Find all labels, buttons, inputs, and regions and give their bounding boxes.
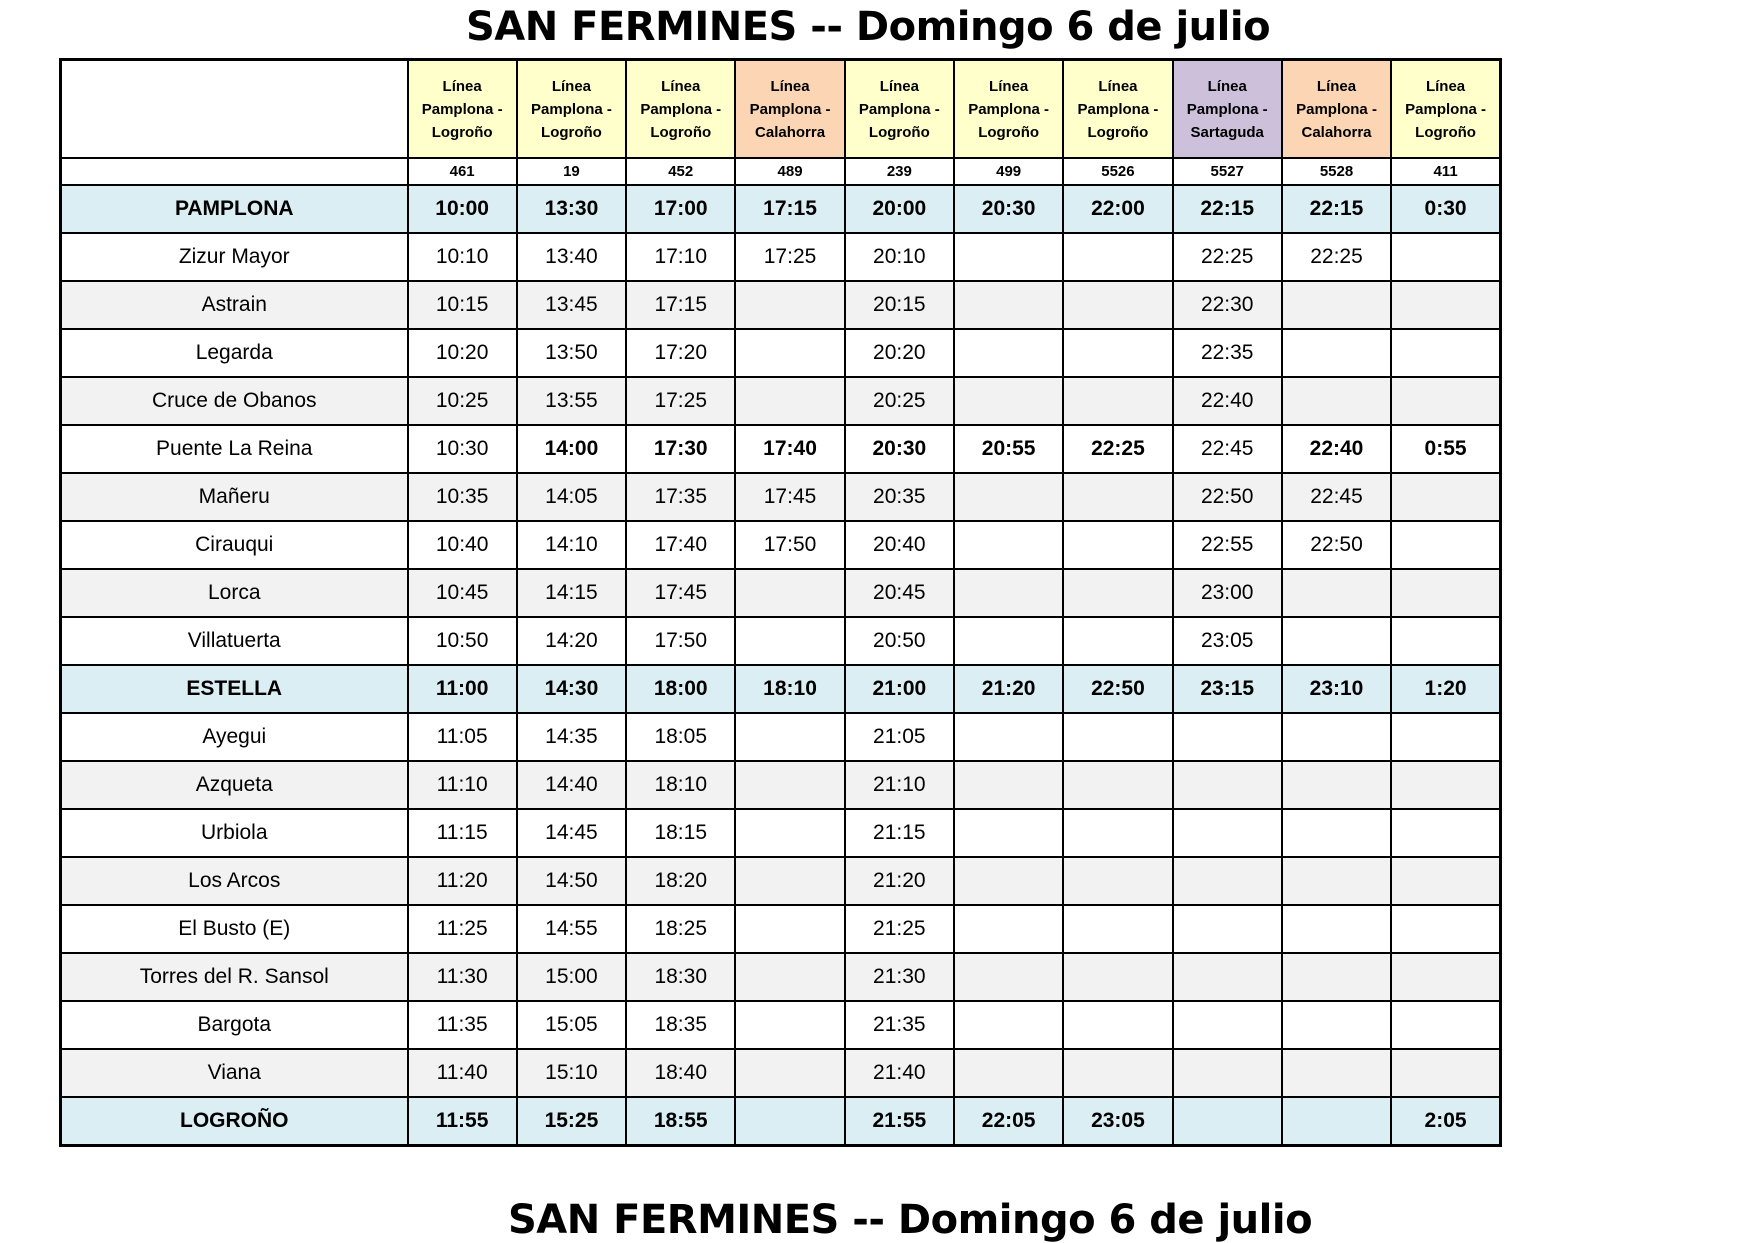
departure-time: 0:55 <box>1391 425 1500 473</box>
departure-time <box>1063 905 1172 953</box>
departure-time: 22:25 <box>1063 425 1172 473</box>
departure-time: 14:10 <box>517 521 626 569</box>
stop-name: Puente La Reina <box>61 425 408 473</box>
line-header <box>517 60 626 159</box>
departure-time: 18:35 <box>626 1001 735 1049</box>
departure-time <box>1391 617 1500 665</box>
departure-time <box>1282 1097 1391 1146</box>
line-header <box>1391 60 1500 159</box>
departure-time: 14:15 <box>517 569 626 617</box>
departure-time <box>735 1097 844 1146</box>
service-number: 489 <box>735 158 844 185</box>
departure-time: 18:15 <box>626 809 735 857</box>
departure-time: 21:40 <box>845 1049 954 1097</box>
departure-time: 10:00 <box>408 185 517 233</box>
table-row <box>61 377 1501 425</box>
departure-time <box>954 377 1063 425</box>
table-row <box>61 761 1501 809</box>
table-row <box>61 521 1501 569</box>
departure-time: 22:15 <box>1282 185 1391 233</box>
service-number-corner <box>61 158 408 185</box>
departure-time: 21:25 <box>845 905 954 953</box>
table-row <box>61 857 1501 905</box>
departure-time <box>1063 233 1172 281</box>
table-row <box>61 281 1501 329</box>
departure-time: 10:30 <box>408 425 517 473</box>
departure-time <box>1391 809 1500 857</box>
departure-time <box>1282 905 1391 953</box>
departure-time: 11:55 <box>408 1097 517 1146</box>
departure-time: 17:35 <box>626 473 735 521</box>
departure-time <box>1391 953 1500 1001</box>
table-row <box>61 905 1501 953</box>
departure-time: 10:40 <box>408 521 517 569</box>
departure-time <box>735 905 844 953</box>
departure-time: 17:45 <box>735 473 844 521</box>
departure-time <box>1282 329 1391 377</box>
line-name: Línea Pamplona - Logroño <box>531 77 612 141</box>
table-row <box>61 1049 1501 1097</box>
departure-time: 21:20 <box>954 665 1063 713</box>
departure-time: 14:05 <box>517 473 626 521</box>
stop-name: Torres del R. Sansol <box>61 953 408 1001</box>
table-row <box>61 809 1501 857</box>
departure-time <box>1282 809 1391 857</box>
departure-time: 11:30 <box>408 953 517 1001</box>
stop-name: LOGROÑO <box>61 1097 408 1146</box>
departure-time <box>1282 1049 1391 1097</box>
departure-time: 18:20 <box>626 857 735 905</box>
line-name: Línea Pamplona - Logroño <box>858 77 940 141</box>
departure-time: 10:45 <box>408 569 517 617</box>
departure-time: 13:45 <box>517 281 626 329</box>
departure-time <box>1391 713 1500 761</box>
departure-time: 10:50 <box>408 617 517 665</box>
departure-time: 22:50 <box>1282 521 1391 569</box>
departure-time <box>735 569 844 617</box>
departure-time: 17:50 <box>626 617 735 665</box>
stop-name: Cruce de Obanos <box>61 377 408 425</box>
departure-time <box>1173 1049 1282 1097</box>
departure-time: 13:30 <box>517 185 626 233</box>
departure-time <box>1282 713 1391 761</box>
footer-title: SAN FERMINES -- Domingo 6 de julio <box>507 1197 1313 1243</box>
departure-time: 22:35 <box>1173 329 1282 377</box>
service-number: 452 <box>626 158 735 185</box>
departure-time: 20:25 <box>845 377 954 425</box>
departure-time: 22:40 <box>1282 425 1391 473</box>
departure-time: 10:10 <box>408 233 517 281</box>
departure-time <box>735 857 844 905</box>
departure-time: 18:55 <box>626 1097 735 1146</box>
departure-time <box>1173 1001 1282 1049</box>
service-number: 19 <box>517 158 626 185</box>
departure-time: 11:10 <box>408 761 517 809</box>
departure-time: 20:30 <box>954 185 1063 233</box>
page-title: SAN FERMINES -- Domingo 6 de julio <box>465 4 1271 50</box>
departure-time <box>1173 953 1282 1001</box>
departure-time: 21:55 <box>845 1097 954 1146</box>
departure-time <box>1063 857 1172 905</box>
departure-time: 22:25 <box>1173 233 1282 281</box>
departure-time: 11:25 <box>408 905 517 953</box>
line-name: Línea Pamplona - Logroño <box>421 77 503 141</box>
departure-time: 15:10 <box>517 1049 626 1097</box>
departure-time: 17:45 <box>626 569 735 617</box>
departure-time: 17:25 <box>735 233 844 281</box>
departure-time: 20:00 <box>845 185 954 233</box>
stop-name: Los Arcos <box>61 857 408 905</box>
departure-time: 10:25 <box>408 377 517 425</box>
departure-time: 18:30 <box>626 953 735 1001</box>
departure-time <box>1391 377 1500 425</box>
stop-name: ESTELLA <box>61 665 408 713</box>
departure-time <box>1391 1049 1500 1097</box>
line-name: Línea Pamplona - Logroño <box>968 77 1050 141</box>
departure-time <box>735 617 844 665</box>
departure-time <box>735 761 844 809</box>
service-number: 5528 <box>1282 158 1391 185</box>
departure-time <box>1063 377 1172 425</box>
line-header <box>1282 60 1391 159</box>
departure-time: 22:45 <box>1173 425 1282 473</box>
departure-time: 13:50 <box>517 329 626 377</box>
departure-time: 17:15 <box>735 185 844 233</box>
departure-time: 21:05 <box>845 713 954 761</box>
departure-time <box>735 377 844 425</box>
stop-name: Urbiola <box>61 809 408 857</box>
departure-time <box>1173 713 1282 761</box>
departure-time: 14:30 <box>517 665 626 713</box>
header-corner <box>61 60 408 159</box>
table-row <box>61 665 1501 713</box>
line-header <box>408 60 517 159</box>
departure-time: 18:40 <box>626 1049 735 1097</box>
departure-time: 22:05 <box>954 1097 1063 1146</box>
departure-time: 17:30 <box>626 425 735 473</box>
departure-time: 11:40 <box>408 1049 517 1097</box>
departure-time: 1:20 <box>1391 665 1500 713</box>
departure-time: 17:00 <box>626 185 735 233</box>
departure-time <box>954 329 1063 377</box>
departure-time <box>1391 521 1500 569</box>
departure-time: 14:35 <box>517 713 626 761</box>
departure-time <box>1063 617 1172 665</box>
departure-time: 11:20 <box>408 857 517 905</box>
service-number: 461 <box>408 158 517 185</box>
table-row <box>61 617 1501 665</box>
departure-time: 20:45 <box>845 569 954 617</box>
departure-time <box>1282 857 1391 905</box>
line-name: Línea Pamplona - Calahorra <box>749 77 831 141</box>
departure-time <box>1282 761 1391 809</box>
departure-time: 10:20 <box>408 329 517 377</box>
table-row <box>61 953 1501 1001</box>
departure-time <box>1282 617 1391 665</box>
stop-name: Cirauqui <box>61 521 408 569</box>
departure-time <box>735 281 844 329</box>
departure-time <box>1063 953 1172 1001</box>
departure-time: 23:15 <box>1173 665 1282 713</box>
departure-time: 13:40 <box>517 233 626 281</box>
service-number: 5526 <box>1063 158 1172 185</box>
departure-time <box>1282 953 1391 1001</box>
departure-time: 15:00 <box>517 953 626 1001</box>
departure-time <box>735 809 844 857</box>
service-number: 239 <box>845 158 954 185</box>
departure-time <box>954 281 1063 329</box>
stop-name: Azqueta <box>61 761 408 809</box>
line-name: Línea Pamplona - Logroño <box>1405 77 1486 141</box>
service-number: 411 <box>1391 158 1500 185</box>
departure-time: 22:50 <box>1063 665 1172 713</box>
line-name: Línea Pamplona - Calahorra <box>1296 77 1377 141</box>
departure-time <box>954 905 1063 953</box>
stop-name: Viana <box>61 1049 408 1097</box>
departure-time: 15:05 <box>517 1001 626 1049</box>
departure-time: 13:55 <box>517 377 626 425</box>
departure-time <box>1063 809 1172 857</box>
timetable <box>59 58 1502 1147</box>
departure-time: 14:20 <box>517 617 626 665</box>
departure-time <box>1173 761 1282 809</box>
departure-time: 17:40 <box>626 521 735 569</box>
departure-time: 10:35 <box>408 473 517 521</box>
table-row <box>61 569 1501 617</box>
departure-time: 17:15 <box>626 281 735 329</box>
departure-time <box>1063 1001 1172 1049</box>
departure-time: 22:50 <box>1173 473 1282 521</box>
departure-time: 23:10 <box>1282 665 1391 713</box>
departure-time: 20:30 <box>845 425 954 473</box>
departure-time <box>1173 905 1282 953</box>
table-row <box>61 713 1501 761</box>
departure-time <box>735 953 844 1001</box>
departure-time: 14:00 <box>517 425 626 473</box>
line-header <box>626 60 735 159</box>
departure-time: 22:55 <box>1173 521 1282 569</box>
header-row <box>61 60 1501 159</box>
departure-time <box>1391 761 1500 809</box>
departure-time <box>954 521 1063 569</box>
line-header <box>954 60 1063 159</box>
departure-time: 17:40 <box>735 425 844 473</box>
departure-time: 21:35 <box>845 1001 954 1049</box>
departure-time <box>1282 569 1391 617</box>
departure-time: 20:10 <box>845 233 954 281</box>
departure-time: 23:05 <box>1173 617 1282 665</box>
stop-name: Mañeru <box>61 473 408 521</box>
departure-time: 2:05 <box>1391 1097 1500 1146</box>
departure-time: 23:00 <box>1173 569 1282 617</box>
departure-time: 22:15 <box>1173 185 1282 233</box>
stop-name: Astrain <box>61 281 408 329</box>
line-name: Línea Pamplona - Sartaguda <box>1186 77 1268 141</box>
departure-time <box>954 953 1063 1001</box>
departure-time <box>1282 377 1391 425</box>
line-header <box>735 60 844 159</box>
departure-time <box>735 1001 844 1049</box>
table-row <box>61 329 1501 377</box>
departure-time <box>1173 857 1282 905</box>
departure-time <box>735 713 844 761</box>
stop-name: Zizur Mayor <box>61 233 408 281</box>
departure-time: 20:50 <box>845 617 954 665</box>
departure-time <box>1391 905 1500 953</box>
departure-time: 14:45 <box>517 809 626 857</box>
stop-name: Ayegui <box>61 713 408 761</box>
departure-time: 11:00 <box>408 665 517 713</box>
service-number: 5527 <box>1173 158 1282 185</box>
departure-time: 21:30 <box>845 953 954 1001</box>
departure-time <box>1063 569 1172 617</box>
line-header <box>1173 60 1282 159</box>
stop-name: PAMPLONA <box>61 185 408 233</box>
departure-time <box>1282 281 1391 329</box>
departure-time: 18:10 <box>626 761 735 809</box>
departure-time <box>1391 233 1500 281</box>
line-name: Línea Pamplona - Logroño <box>640 77 722 141</box>
departure-time <box>954 857 1063 905</box>
departure-time: 22:30 <box>1173 281 1282 329</box>
departure-time <box>1063 473 1172 521</box>
departure-time <box>735 1049 844 1097</box>
table-row <box>61 425 1501 473</box>
stop-name: Bargota <box>61 1001 408 1049</box>
departure-time: 17:20 <box>626 329 735 377</box>
departure-time: 11:35 <box>408 1001 517 1049</box>
departure-time: 22:40 <box>1173 377 1282 425</box>
departure-time: 21:10 <box>845 761 954 809</box>
departure-time <box>954 233 1063 281</box>
departure-time <box>1173 1097 1282 1146</box>
departure-time: 20:55 <box>954 425 1063 473</box>
departure-time <box>1391 1001 1500 1049</box>
departure-time <box>954 713 1063 761</box>
stop-name: Legarda <box>61 329 408 377</box>
departure-time <box>1391 473 1500 521</box>
departure-time: 20:15 <box>845 281 954 329</box>
departure-time <box>1063 281 1172 329</box>
departure-time: 21:00 <box>845 665 954 713</box>
service-number-row <box>61 158 1501 185</box>
departure-time: 14:55 <box>517 905 626 953</box>
line-name: Línea Pamplona - Logroño <box>1077 77 1159 141</box>
departure-time <box>1063 329 1172 377</box>
departure-time: 22:45 <box>1282 473 1391 521</box>
departure-time <box>954 473 1063 521</box>
departure-time: 11:05 <box>408 713 517 761</box>
departure-time: 15:25 <box>517 1097 626 1146</box>
departure-time <box>954 1049 1063 1097</box>
departure-time: 18:00 <box>626 665 735 713</box>
departure-time: 18:10 <box>735 665 844 713</box>
departure-time: 22:25 <box>1282 233 1391 281</box>
departure-time: 0:30 <box>1391 185 1500 233</box>
stop-name: Lorca <box>61 569 408 617</box>
departure-time <box>1282 1001 1391 1049</box>
departure-time: 14:50 <box>517 857 626 905</box>
departure-time <box>1391 569 1500 617</box>
line-header <box>845 60 954 159</box>
departure-time <box>1063 521 1172 569</box>
departure-time <box>1063 761 1172 809</box>
departure-time: 18:25 <box>626 905 735 953</box>
departure-time: 23:05 <box>1063 1097 1172 1146</box>
departure-time <box>954 809 1063 857</box>
table-row <box>61 1097 1501 1146</box>
departure-time <box>954 617 1063 665</box>
departure-time: 17:10 <box>626 233 735 281</box>
stop-name: Villatuerta <box>61 617 408 665</box>
line-header <box>1063 60 1172 159</box>
departure-time: 21:15 <box>845 809 954 857</box>
table-row <box>61 185 1501 233</box>
service-number: 499 <box>954 158 1063 185</box>
departure-time: 21:20 <box>845 857 954 905</box>
table-row <box>61 233 1501 281</box>
stop-name: El Busto (E) <box>61 905 408 953</box>
table-row <box>61 1001 1501 1049</box>
departure-time: 22:00 <box>1063 185 1172 233</box>
departure-time <box>1391 281 1500 329</box>
departure-time <box>1173 809 1282 857</box>
departure-time <box>1063 713 1172 761</box>
departure-time: 18:05 <box>626 713 735 761</box>
departure-time <box>735 329 844 377</box>
departure-time: 20:35 <box>845 473 954 521</box>
departure-time <box>954 569 1063 617</box>
departure-time: 11:15 <box>408 809 517 857</box>
departure-time: 17:25 <box>626 377 735 425</box>
departure-time: 20:40 <box>845 521 954 569</box>
departure-time <box>1391 857 1500 905</box>
departure-time <box>1063 1049 1172 1097</box>
departure-time: 20:20 <box>845 329 954 377</box>
departure-time <box>1391 329 1500 377</box>
departure-time: 17:50 <box>735 521 844 569</box>
departure-time <box>954 1001 1063 1049</box>
departure-time: 10:15 <box>408 281 517 329</box>
table-row <box>61 473 1501 521</box>
departure-time <box>954 761 1063 809</box>
departure-time: 14:40 <box>517 761 626 809</box>
